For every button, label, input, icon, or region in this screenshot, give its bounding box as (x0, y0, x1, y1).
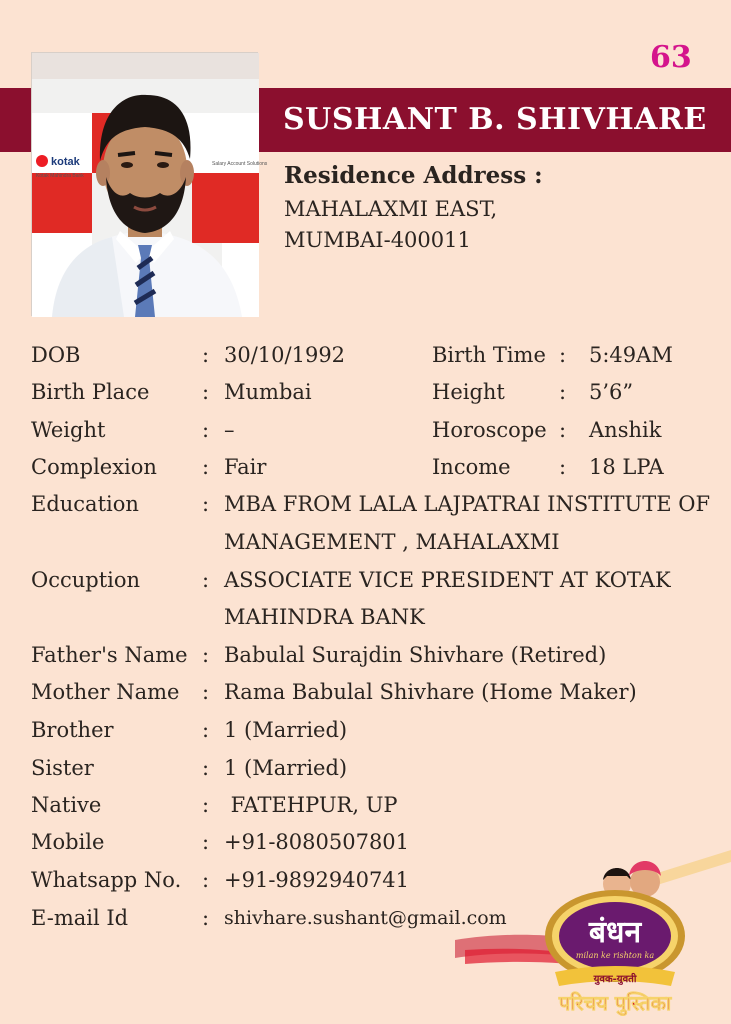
horoscope-colon: : (559, 418, 567, 442)
birth-place-colon: : (202, 380, 210, 404)
kotak-logo-icon (36, 155, 48, 167)
mother-colon: : (202, 680, 210, 704)
residence-address-line1: MAHALAXMI EAST, (284, 197, 498, 221)
complexion-colon: : (202, 455, 210, 479)
father-value: Babulal Surajdin Shivhare (Retired) (224, 643, 607, 667)
weight-colon: : (202, 418, 210, 442)
brother-label: Brother (31, 718, 114, 742)
dob-colon: : (202, 343, 210, 367)
mother-label: Mother Name (31, 680, 180, 704)
birth-time-colon: : (559, 343, 567, 367)
weight-label: Weight (31, 418, 106, 442)
email-value: shivhare.sushant@gmail.com (224, 907, 507, 929)
banner-text: Salary Account Solutions (212, 161, 268, 167)
complexion-label: Complexion (31, 455, 157, 479)
sister-colon: : (202, 756, 210, 780)
logo-title: बंधन (588, 915, 642, 950)
occupation-value-line2: MAHINDRA BANK (224, 605, 425, 629)
logo-tagline: milan ke rishton ka (575, 951, 655, 960)
occupation-label: Occuption (31, 568, 141, 592)
logo-ribbon: युवक-युवती (593, 974, 637, 985)
brother-colon: : (202, 718, 210, 742)
residence-address-line2: MUMBAI-400011 (284, 228, 471, 252)
birth-time-value: 5:49AM (589, 343, 673, 367)
birth-time-label: Birth Time (432, 343, 546, 367)
page-number: 63 (650, 40, 692, 75)
income-value: 18 LPA (589, 455, 664, 479)
email-colon: : (202, 906, 210, 930)
mobile-value: +91-8080507801 (224, 830, 410, 854)
education-label: Education (31, 492, 139, 516)
profile-name: SUSHANT B. SHIVHARE (283, 102, 707, 137)
banner-brand: kotak (51, 156, 80, 168)
native-colon: : (202, 793, 210, 817)
horoscope-label: Horoscope (432, 418, 547, 442)
complexion-value: Fair (224, 455, 267, 479)
whatsapp-label: Whatsapp No. (31, 868, 182, 892)
whatsapp-value: +91-9892940741 (224, 868, 410, 892)
occupation-colon: : (202, 568, 210, 592)
person-photo-illustration (32, 53, 268, 317)
residence-address-label: Residence Address : (284, 162, 543, 189)
father-colon: : (202, 643, 210, 667)
occupation-value-line1: ASSOCIATE VICE PRESIDENT AT KOTAK (224, 568, 671, 592)
bandhan-logo (455, 850, 731, 1024)
height-value: 5’6” (589, 380, 634, 404)
logo-caption: परिचय पुस्तिका (558, 991, 672, 1015)
dob-value: 30/10/1992 (224, 343, 346, 367)
sister-label: Sister (31, 756, 94, 780)
whatsapp-colon: : (202, 868, 210, 892)
banner-side-sub: ak Mah (32, 273, 55, 280)
income-colon: : (559, 455, 567, 479)
weight-value: – (224, 418, 235, 442)
height-colon: : (559, 380, 567, 404)
mobile-colon: : (202, 830, 210, 854)
mobile-label: Mobile (31, 830, 105, 854)
mother-value: Rama Babulal Shivhare (Home Maker) (224, 680, 637, 704)
horoscope-value: Anshik (589, 418, 662, 442)
banner-sub: Kotak Mahindra Bank (36, 173, 84, 179)
birth-place-label: Birth Place (31, 380, 150, 404)
dob-label: DOB (31, 343, 81, 367)
education-value-line1: MBA FROM LALA LAJPATRAI INSTITUTE OF (224, 492, 711, 516)
height-label: Height (432, 380, 505, 404)
education-value-line2: MANAGEMENT , MAHALAXMI (224, 530, 560, 554)
brother-value: 1 (Married) (224, 718, 348, 742)
income-label: Income (432, 455, 511, 479)
native-value: FATEHPUR, UP (224, 793, 398, 817)
banner-side-text: otal (32, 254, 56, 269)
education-colon: : (202, 492, 210, 516)
email-label: E-mail Id (31, 906, 129, 930)
profile-photo (31, 52, 268, 316)
native-label: Native (31, 793, 102, 817)
birth-place-value: Mumbai (224, 380, 312, 404)
sister-value: 1 (Married) (224, 756, 348, 780)
father-label: Father's Name (31, 643, 188, 667)
